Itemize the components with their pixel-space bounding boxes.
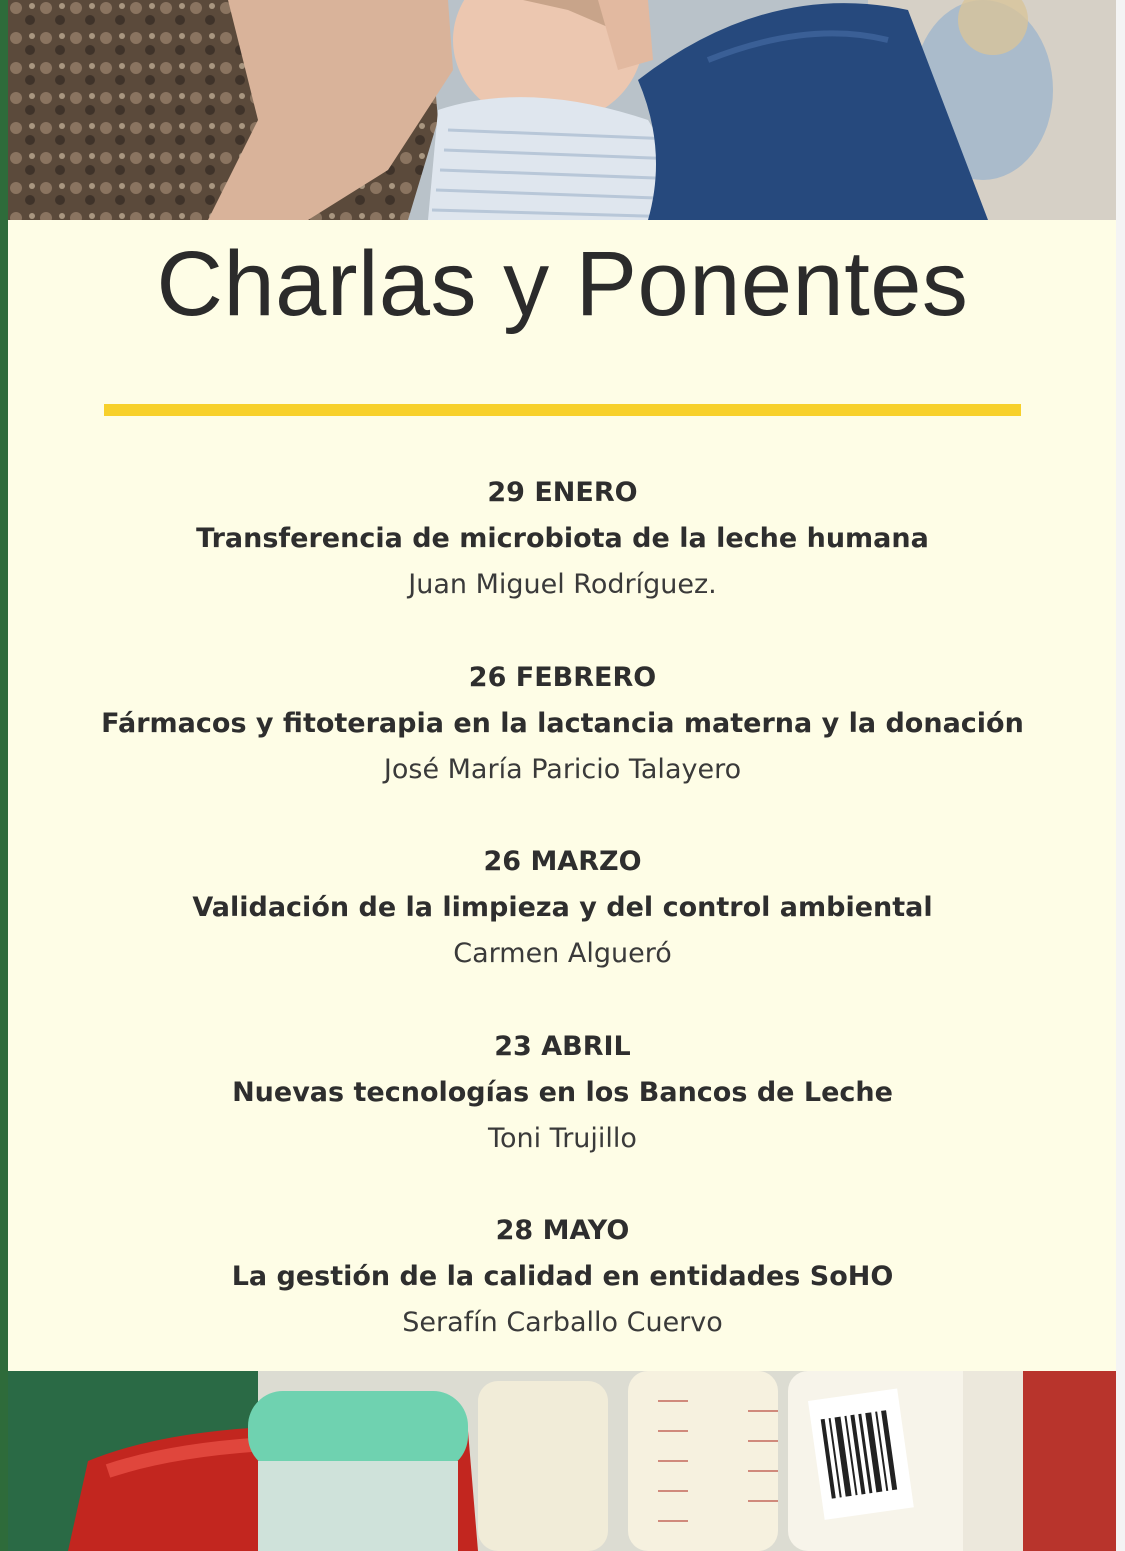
events-list bbox=[0, 470, 1125, 1393]
bottom-photo-illustration bbox=[8, 1371, 1116, 1551]
event-date: 26 MARZO bbox=[483, 846, 642, 877]
event-item bbox=[0, 1024, 1125, 1209]
bottom-photo-milk-bottles bbox=[8, 1371, 1116, 1551]
event-speaker: Toni Trujillo bbox=[488, 1122, 637, 1154]
event-item bbox=[0, 655, 1125, 840]
event-item bbox=[0, 1208, 1125, 1393]
event-speaker: Serafín Carballo Cuervo bbox=[402, 1307, 723, 1338]
event-title: La gestión de la calidad en entidades SoHO bbox=[231, 1261, 894, 1292]
event-item bbox=[0, 470, 1125, 655]
event-title: Transferencia de microbiota de la leche humana bbox=[196, 523, 929, 554]
top-photo-breastfeeding bbox=[8, 0, 1116, 220]
event-date: 29 ENERO bbox=[487, 477, 638, 508]
event-date: 26 FEBRERO bbox=[468, 661, 657, 693]
event-title: Nuevas tecnologías en los Bancos de Leche bbox=[232, 1076, 893, 1108]
page-title: Charlas y Ponentes bbox=[156, 233, 969, 335]
event-title: Fármacos y fitoterapia en la lactancia materna y la donación bbox=[101, 707, 1024, 739]
event-item bbox=[0, 839, 1125, 1024]
event-date: 28 MAYO bbox=[495, 1215, 630, 1246]
event-title: Validación de la limpieza y del control ambiental bbox=[192, 892, 933, 923]
event-speaker: José María Paricio Talayero bbox=[383, 753, 742, 785]
yellow-divider bbox=[104, 404, 1021, 416]
event-date: 23 ABRIL bbox=[494, 1030, 631, 1062]
top-photo-illustration bbox=[8, 0, 1116, 220]
event-speaker: Juan Miguel Rodríguez. bbox=[408, 569, 717, 600]
event-speaker: Carmen Algueró bbox=[453, 938, 672, 969]
